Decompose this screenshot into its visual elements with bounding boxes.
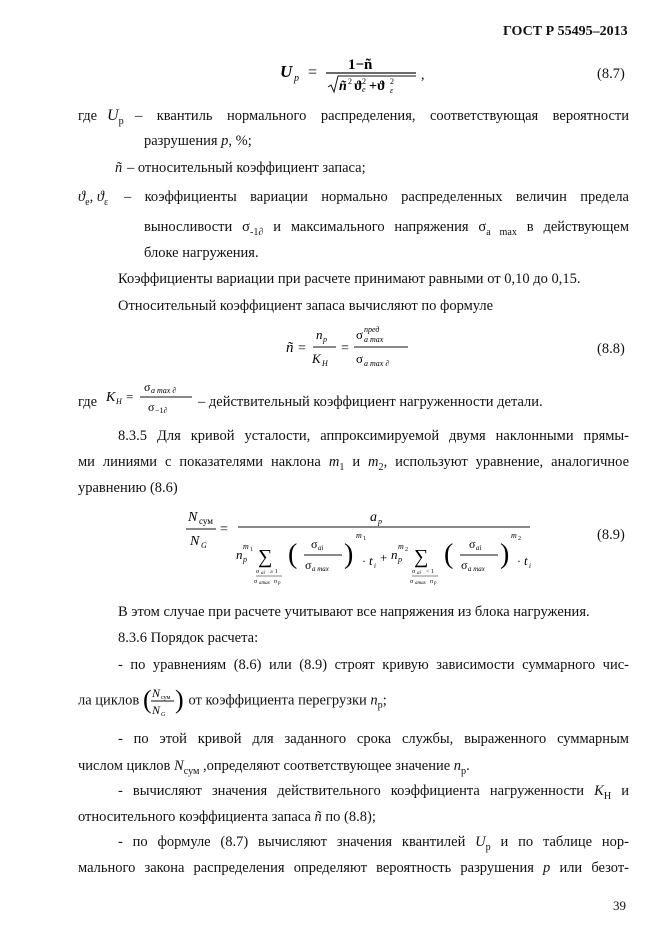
svg-text:N: N <box>188 510 198 525</box>
svg-text:p: p <box>398 555 402 564</box>
svg-text:): ) <box>174 685 184 714</box>
svg-text:n: n <box>316 327 323 342</box>
svg-text:K: K <box>312 351 321 366</box>
up-definition-line-2: разрушения p, %; <box>144 133 252 149</box>
svg-text:m: m <box>398 542 404 551</box>
svg-text:∑: ∑ <box>414 546 429 568</box>
svg-text:n: n <box>274 579 277 585</box>
svg-text:=: = <box>308 64 318 81</box>
svg-text:+ϑ: +ϑ <box>369 79 386 94</box>
step-4-text-d: или безот- <box>559 860 629 876</box>
svg-text:=: = <box>341 341 349 356</box>
svg-text:K: K <box>106 390 116 405</box>
page-number: 39 <box>613 898 626 913</box>
svg-text:m: m <box>511 531 517 540</box>
up-symbol: $U_p$ <box>107 107 124 127</box>
formula-8-8-number: (8.8) <box>597 341 625 357</box>
svg-text:≥ 1: ≥ 1 <box>270 569 278 575</box>
up-definition-unit: , %; <box>228 133 252 149</box>
svg-text:a max: a max <box>364 335 384 344</box>
up-definition-text: разрушения <box>144 133 218 149</box>
svg-text:i: i <box>374 562 376 570</box>
svg-text:=: = <box>126 389 134 404</box>
p835-text-c: , используют уравнение, аналогичное <box>383 454 629 470</box>
kh-definition: – действительный коэффициент нагруженности детали. <box>198 394 543 410</box>
step-2-text-a: числом циклов <box>78 758 171 774</box>
svg-text:n: n <box>430 579 433 585</box>
svg-text:N: N <box>151 686 160 700</box>
svg-text:G: G <box>201 541 207 550</box>
svg-text:·: · <box>517 554 521 568</box>
theta-text-2c: в действующем <box>526 219 630 235</box>
svg-text:N: N <box>151 703 160 717</box>
svg-text:σ: σ <box>469 537 476 551</box>
theta-definition-line-2: выносливости $\sigma_{-1\partial}$ и максимального напряжения $\sigma_{a max}$ в действующем <box>144 219 630 238</box>
step-1-text-a: ла циклов <box>78 692 140 709</box>
document-header: ГОСТ Р 55495–2013 <box>503 24 628 39</box>
step-2-text-b: ,определяют соответствующее значение <box>203 758 451 774</box>
step-4-text-a: - по формуле (8.7) вычисляют значения квантилей <box>118 834 466 850</box>
svg-text:,: , <box>421 68 425 83</box>
svg-text:σ: σ <box>256 569 260 575</box>
where-label: где <box>78 108 98 124</box>
step-3-text-c: относительного коэффициента запаса <box>78 809 311 825</box>
svg-text:σ: σ <box>305 558 312 572</box>
svg-text:N: N <box>190 534 200 549</box>
theta-text-2a: выносливости <box>144 219 233 235</box>
svg-text:a max: a max <box>468 565 485 573</box>
step-3-text-a: - вычисляют значения действительного коэффициента нагруженности <box>118 783 585 799</box>
formula-8-9-graphic <box>186 503 536 591</box>
svg-text:∑: ∑ <box>258 546 273 568</box>
svg-text:a: a <box>370 510 377 525</box>
svg-text:2: 2 <box>348 77 352 86</box>
svg-text:−1∂: −1∂ <box>155 406 168 415</box>
svg-text:amax: amax <box>259 581 270 586</box>
theta-symbols: $ϑ_e$, $ϑ_\varepsilon$ <box>78 189 109 208</box>
svg-text:ñ: ñ <box>286 340 294 356</box>
svg-text:H: H <box>322 359 328 368</box>
svg-text:t: t <box>524 553 528 568</box>
kh-formula <box>106 378 196 423</box>
svg-text:σ: σ <box>311 537 318 551</box>
formula-8-9 <box>186 503 536 596</box>
svg-text:< 1: < 1 <box>426 569 434 575</box>
step-3-text-b: и <box>621 783 630 799</box>
paragraph-8-3-6: 8.3.6 Порядок расчета: <box>118 630 259 646</box>
svg-text:e: e <box>362 85 366 94</box>
svg-text:p: p <box>278 581 281 586</box>
svg-text:сум: сум <box>160 695 171 701</box>
svg-text:p: p <box>434 581 437 586</box>
svg-text:): ) <box>344 539 354 570</box>
svg-text:i: i <box>529 562 531 570</box>
svg-text:a max ∂: a max ∂ <box>151 386 177 395</box>
svg-text:(: ( <box>142 685 152 714</box>
svg-text:=: = <box>220 522 228 537</box>
svg-text:ϑ: ϑ <box>354 79 363 94</box>
n-definition: – относительный коэффициент запаса; <box>127 160 366 176</box>
svg-text:σ: σ <box>144 380 151 394</box>
formula-8-8 <box>286 322 416 377</box>
p835-text-b: и <box>352 454 361 470</box>
svg-text:2: 2 <box>390 77 394 86</box>
svg-text:ai: ai <box>476 544 482 552</box>
svg-text:): ) <box>500 539 510 570</box>
svg-text:(: ( <box>444 539 454 570</box>
svg-text:a max ∂: a max ∂ <box>364 359 390 368</box>
step-3-text-d: по (8.8); <box>325 809 376 825</box>
svg-text:=: = <box>298 341 306 356</box>
svg-text:σ: σ <box>412 569 416 575</box>
formula-8-7 <box>278 52 428 103</box>
svg-text:1: 1 <box>250 547 253 553</box>
n-symbol: ñ <box>115 160 123 176</box>
formula-8-8-graphic <box>286 322 416 372</box>
svg-text:σ: σ <box>461 558 468 572</box>
svg-text:n: n <box>391 547 398 562</box>
svg-text:p: p <box>294 73 299 84</box>
step-1-text-b: от коэффициента перегрузки <box>188 692 367 709</box>
step-4-text-c: мального закона распределения определяют вероятность разрушения <box>78 860 534 876</box>
formula-8-9-number: (8.9) <box>597 527 625 543</box>
svg-text:сум: сум <box>199 516 213 526</box>
step-4-line-2: мального закона распределения определяют вероятность разрушения p или безот- <box>78 860 629 876</box>
svg-text:p: p <box>243 555 247 564</box>
theta-definition-line-3: блоке нагружения. <box>144 245 259 261</box>
svg-text:p: p <box>323 335 327 344</box>
formula-8-7-number: (8.7) <box>597 66 625 82</box>
step-1-line-2: ла циклов ( N сум N G ) от коэффициента перегрузки $n_p$; <box>78 685 387 718</box>
step-2-line-1: - по этой кривой для заданного срока службы, выраженного суммарным <box>118 731 629 747</box>
step-2-line-2: числом циклов $N_{сум}$ ,определяют соответствующее значение $n_p$. <box>78 758 470 777</box>
svg-text:σ: σ <box>356 351 364 366</box>
cycles-ratio-graphic <box>143 684 185 718</box>
paragraph-coefficients: Коэффициенты вариации при расчете принимают равными от 0,10 до 0,15. <box>118 271 581 287</box>
step-3-line-2: относительного коэффициента запаса ñ по (8.8); <box>78 809 376 825</box>
step-4-line-1: - по формуле (8.7) вычисляют значения квантилей $U_p$ и по таблице нор- <box>118 834 630 853</box>
svg-text:n: n <box>236 547 243 562</box>
theta-text-2b: и максимального напряжения <box>273 219 469 235</box>
svg-text:·: · <box>362 554 366 568</box>
paragraph-all-stresses: В этом случае при расчете учитывают все напряжения из блока нагружения. <box>118 604 590 620</box>
svg-text:m: m <box>356 531 362 540</box>
svg-text:ε: ε <box>390 86 394 95</box>
svg-text:a max: a max <box>312 565 329 573</box>
paragraph-8-3-5-line-3: уравнению (8.6) <box>78 480 178 496</box>
svg-text:пред: пред <box>364 325 380 334</box>
paragraph-8-3-5-line-2: ми линиями с показателями наклона $m_1$ и $m_2$, используют уравнение, аналогичное <box>78 454 629 473</box>
svg-text:t: t <box>369 553 373 568</box>
svg-text:+: + <box>380 550 388 565</box>
step-4-text-b: и по таблице нор- <box>500 834 630 850</box>
svg-text:amax: amax <box>415 581 426 586</box>
svg-text:U: U <box>280 62 293 81</box>
svg-text:m: m <box>243 542 249 551</box>
svg-text:ai: ai <box>261 571 265 576</box>
kh-where-label: где <box>78 394 98 410</box>
theta-definition-line-1: – коэффициенты вариации нормально распределенных величин предела <box>124 189 629 205</box>
step-3-line-1: - вычисляют значения действительного коэффициента нагруженности $K_H$ и <box>118 783 630 802</box>
svg-text:p: p <box>378 517 382 526</box>
svg-text:(: ( <box>288 539 298 570</box>
svg-text:ñ: ñ <box>339 79 347 94</box>
svg-text:1: 1 <box>363 536 366 542</box>
step-1-line-1: - по уравнениям (8.6) или (8.9) строят кривую зависимости суммарного чис- <box>118 657 629 673</box>
kh-formula-graphic <box>106 378 196 418</box>
svg-text:ai: ai <box>417 571 421 576</box>
svg-text:1−ñ: 1−ñ <box>348 57 373 73</box>
svg-text:σ: σ <box>148 400 155 414</box>
p835-text-a: ми линиями с показателями наклона <box>78 454 321 470</box>
up-definition-line-1: – квантиль нормального распределения, соответствующая вероятности <box>135 108 629 124</box>
paragraph-8-3-5-line-1: 8.3.5 Для кривой усталости, аппроксимируемой двумя наклонными прямы- <box>118 428 629 444</box>
svg-text:2: 2 <box>405 547 408 553</box>
svg-text:2: 2 <box>518 536 521 542</box>
svg-text:σ: σ <box>254 579 258 585</box>
svg-text:σ: σ <box>410 579 414 585</box>
paragraph-relative-margin: Относительный коэффициент запаса вычисляют по формуле <box>118 298 494 314</box>
svg-text:2: 2 <box>362 77 366 86</box>
svg-text:G: G <box>160 712 166 718</box>
formula-8-7-graphic <box>278 52 428 98</box>
svg-text:ai: ai <box>318 544 324 552</box>
svg-text:σ: σ <box>356 327 364 342</box>
svg-text:H: H <box>116 397 122 406</box>
